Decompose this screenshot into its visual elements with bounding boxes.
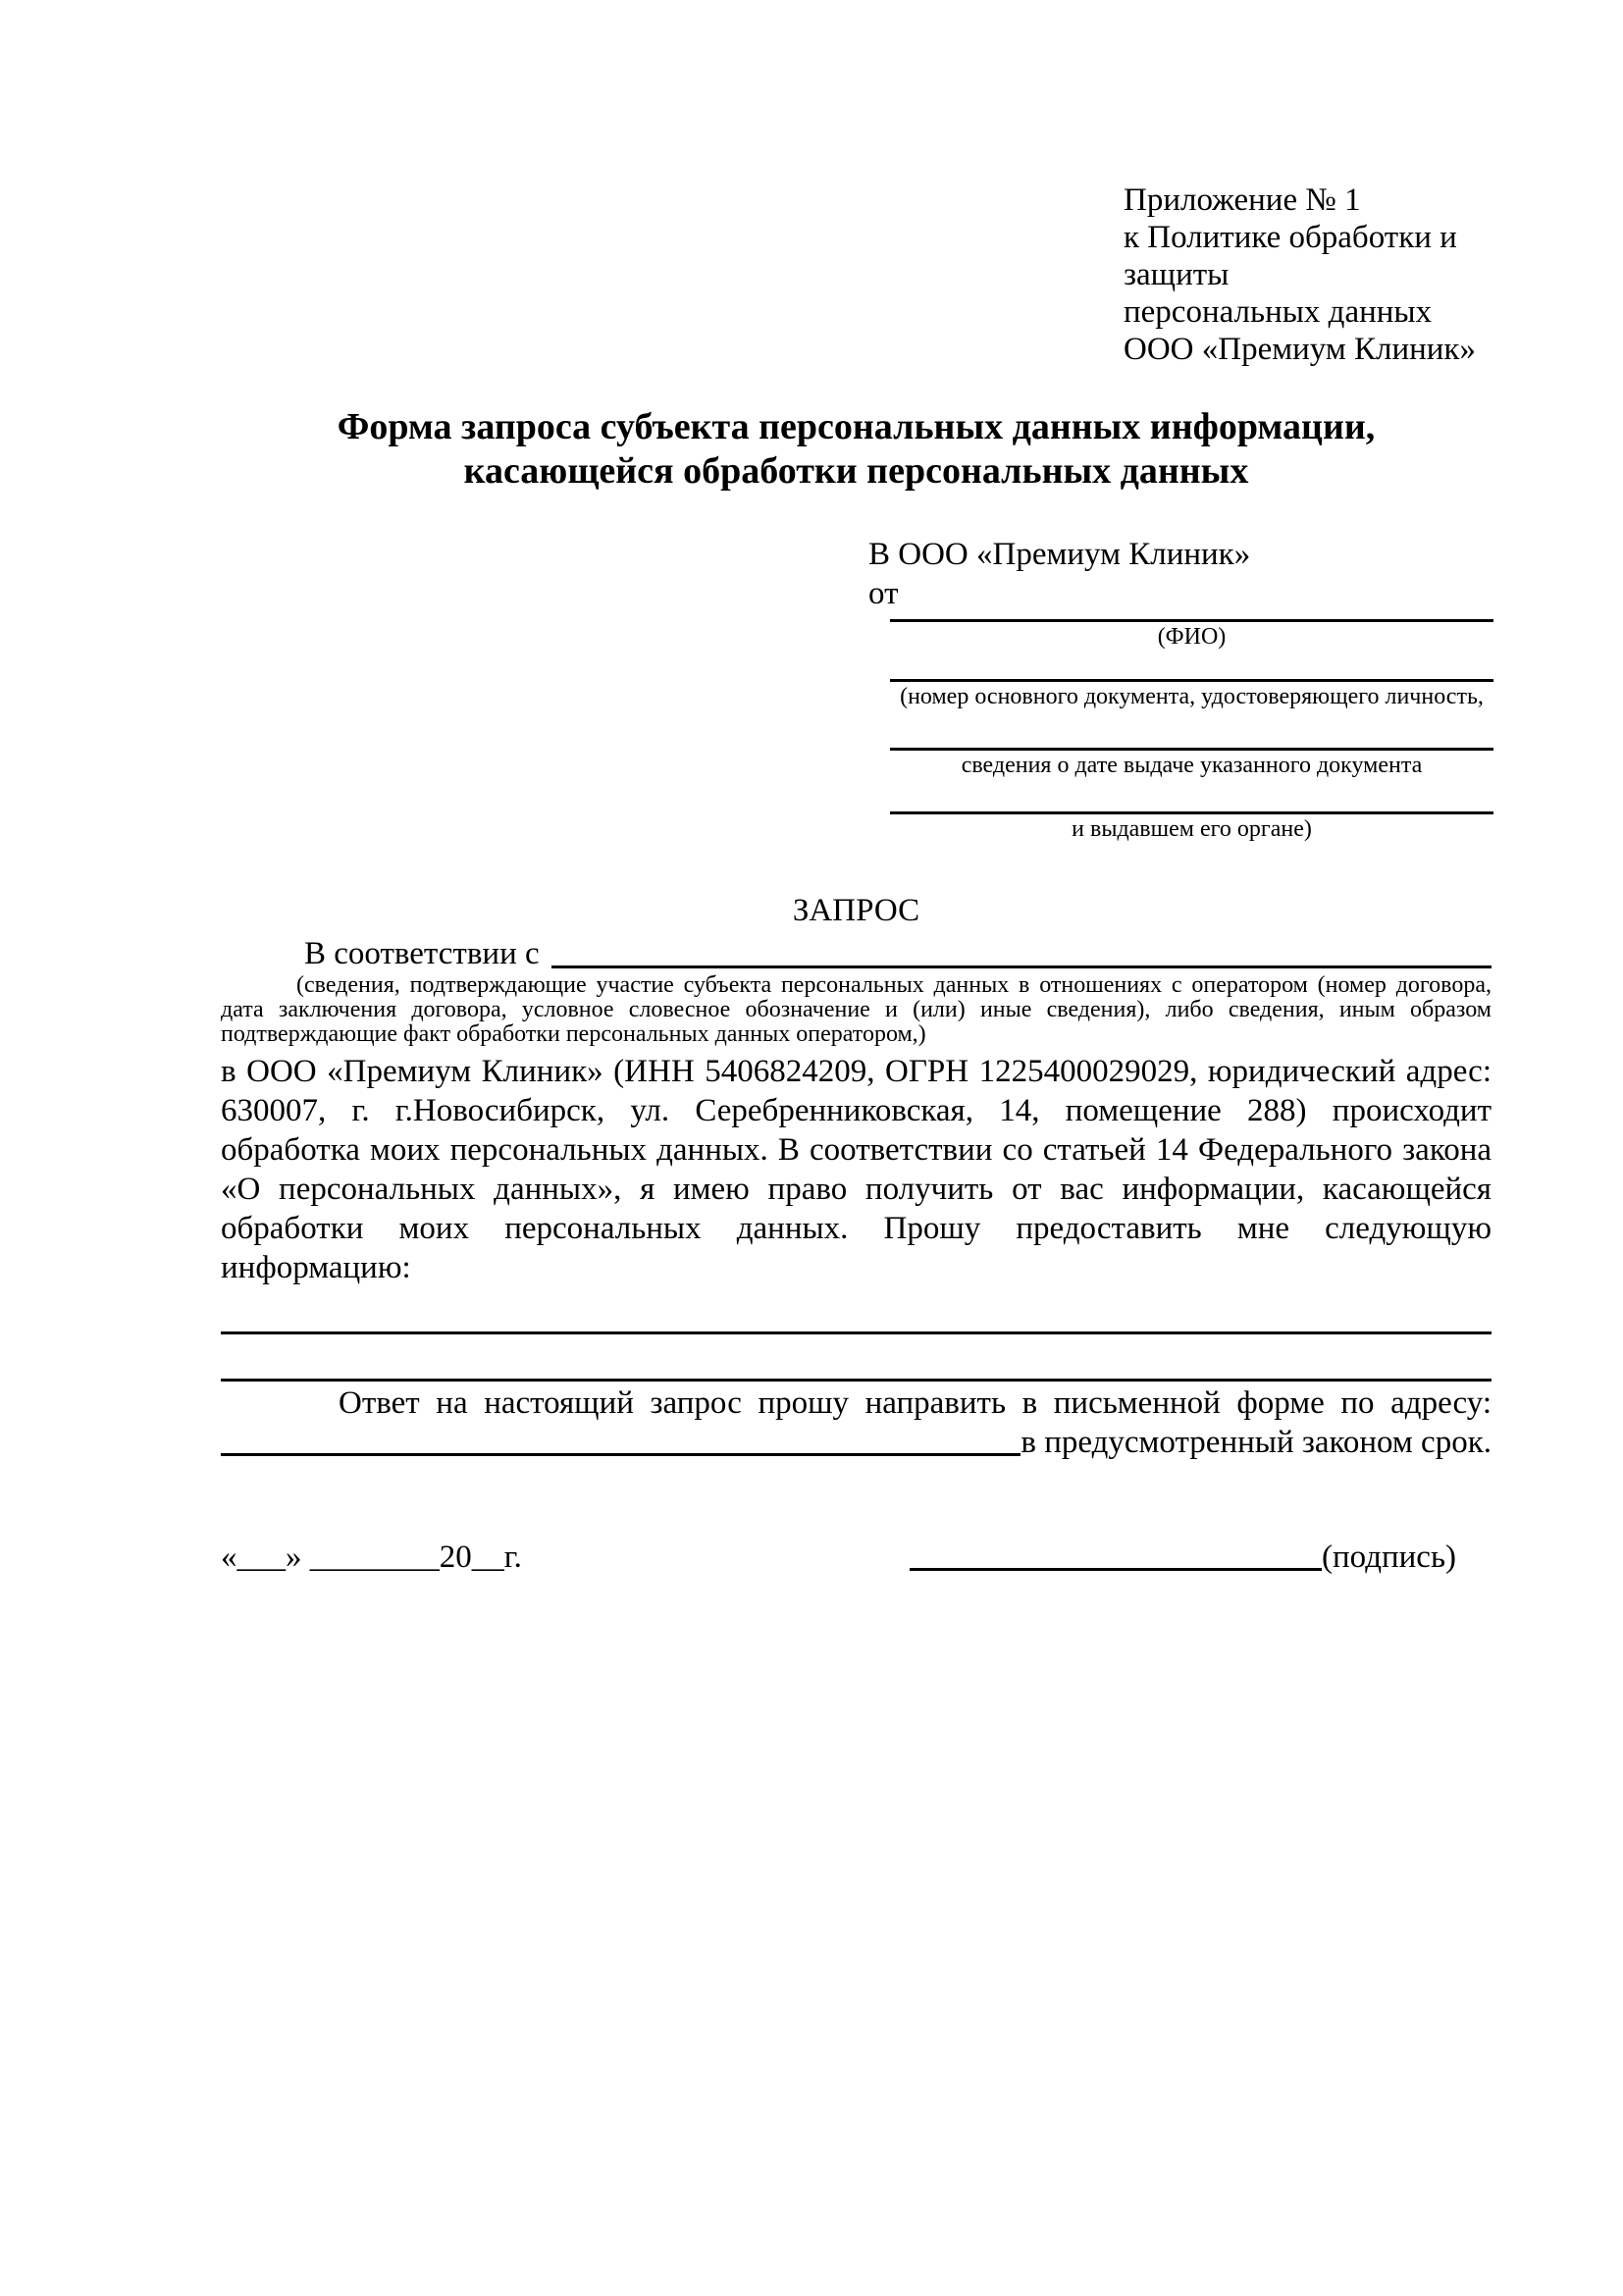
appendix-note xyxy=(1124,182,1560,368)
issuing-authority-field xyxy=(868,811,1493,844)
accordance-lead: В соответствии с xyxy=(304,936,540,971)
info-blank-line-1 xyxy=(221,1331,1492,1334)
info-blank-line-2 xyxy=(221,1379,1492,1382)
addressee-block xyxy=(868,535,1493,844)
issuing-authority-caption: и выдавшем его органе) xyxy=(1072,816,1312,842)
fio-caption: (ФИО) xyxy=(1157,624,1227,650)
appendix-note-line: к Политике обработки и защиты xyxy=(1124,220,1457,292)
addressee-from: от xyxy=(868,576,899,611)
request-heading: ЗАПРОС xyxy=(792,893,920,928)
date-signature-row xyxy=(221,1538,1492,1577)
accordance-blank-line xyxy=(551,934,1492,968)
form-title xyxy=(221,405,1492,494)
fine-print-note: (сведения, подтверждающие участие субъекта персональных данных в отношениях с оператором (номер договора, дата заключения договора, условное словесное обозначение и (или) иные сведения), либо сведения, иным образом подтверждающие факт обработки персональных данных оператором,) xyxy=(221,972,1492,1047)
appendix-note-line: ООО «Премиум Клиник» xyxy=(1124,332,1476,367)
reply-instruction: Ответ на настоящий запрос прошу направить в письменной форме по адресу: xyxy=(339,1385,1492,1421)
appendix-note-line: Приложение № 1 xyxy=(1124,183,1361,218)
signature-line xyxy=(910,1568,1322,1571)
document-number-field xyxy=(868,679,1493,711)
appendix-note-line: персональных данных xyxy=(1124,294,1433,330)
document-number-caption: (номер основного документа, удостоверяющего личность, xyxy=(900,684,1484,709)
fio-field xyxy=(868,619,1493,652)
signature-block xyxy=(910,1538,1456,1577)
request-body: в ООО «Премиум Клиник» (ИНН 5406824209, ОГРН 1225400029029, юридический адрес: 630007, г. г.Новосибирск, ул. Серебренниковская, 14, помещение 288) происходит обработка моих персональных данных. В соответствии со статьей 14 Федерального закона «О персональных данных», я имею право получить от вас информации, касающейся обработки моих персональных данных. Прошу предоставить мне следующую информацию: xyxy=(221,1054,1492,1285)
form-title-line: касающейся обработки персональных данных xyxy=(463,450,1249,492)
reply-tail: в предусмотренный законом срок. xyxy=(1021,1425,1492,1460)
issue-date-caption: сведения о дате выдаче указанного документа xyxy=(961,753,1423,778)
signature-caption: (подпись) xyxy=(1322,1539,1456,1575)
date-blank: «___» ________20__г. xyxy=(221,1539,522,1575)
address-blank-line xyxy=(221,1423,1021,1456)
issue-date-field xyxy=(868,748,1493,780)
addressee-to: В ООО «Премиум Клиник» xyxy=(868,537,1251,572)
reply-address-row xyxy=(221,1423,1492,1462)
accordance-line xyxy=(221,934,1492,973)
form-title-line: Форма запроса субъекта персональных данных информации, xyxy=(337,406,1376,447)
